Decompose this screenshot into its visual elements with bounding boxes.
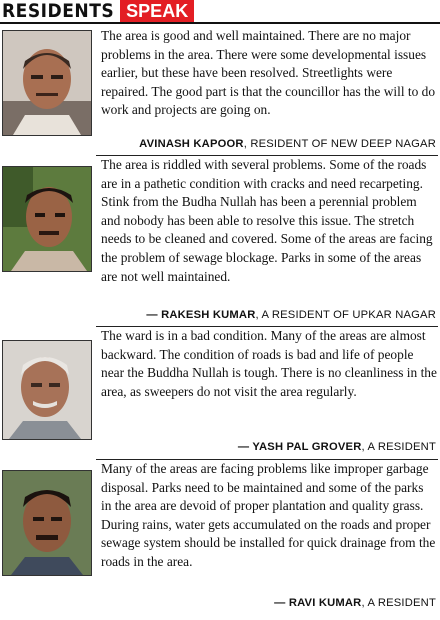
resident-detail-1: , RESIDENT OF NEW DEEP NAGAR	[243, 138, 436, 150]
header-residents: RESIDENTS	[2, 0, 115, 22]
section-header	[0, 0, 440, 22]
resident-quote-3: The ward is in a bad condition. Many of the areas are almost backward. The condition of roads is bad and life of people near the Buddha Nullah is tough. There is no cleanliness in the area, as sweepers do not visit the area regularly.	[101, 328, 437, 399]
resident-attribution-4	[274, 597, 436, 609]
header-speak: SPEAK	[120, 0, 194, 22]
resident-photo-2	[2, 166, 92, 272]
header-rule	[0, 22, 440, 24]
resident-name-1: AVINASH KAPOOR	[139, 138, 244, 150]
resident-name-4: — RAVI KUMAR	[274, 597, 362, 609]
resident-attribution-3	[238, 441, 436, 453]
resident-detail-2: , A RESIDENT OF UPKAR NAGAR	[255, 309, 436, 321]
resident-photo-4	[2, 470, 92, 576]
resident-attribution-1	[139, 138, 436, 150]
resident-quote-2: The area is riddled with several problems. Some of the roads are in a pathetic condition with cracks and need recarpeting. Stink from the Budha Nullah has been a perennial problem and nobody has been able to resolve this issue. The stretch needs to be cleaned and covered. Some of the areas are facing the problem of sewage blockage. Parks in some of the areas are not well maintained.	[101, 157, 433, 284]
resident-quote-4: Many of the areas are facing problems like improper garbage disposal. Parks need to be maintained and some of the parks in the area are devoid of proper plantation and quality grass. During rains, water gets accumulated on the roads and proper sewage system should be installed for quick drainage from the roads in the area.	[101, 461, 436, 569]
resident-name-3: — YASH PAL GROVER	[237, 441, 362, 453]
resident-quote-1: The area is good and well maintained. There are no major problems in the area. There were some developmental issues earlier, but these have been resolved. Streetlights were repaired. The good part is that the councillor has the will to do work and projects are going on.	[101, 28, 436, 118]
resident-detail-3: , A RESIDENT	[361, 441, 436, 453]
resident-attribution-2	[146, 309, 436, 321]
resident-detail-4: , A RESIDENT	[361, 597, 436, 609]
resident-photo-1	[2, 30, 92, 136]
resident-name-2: — RAKESH KUMAR	[146, 309, 256, 321]
resident-photo-3	[2, 340, 92, 440]
